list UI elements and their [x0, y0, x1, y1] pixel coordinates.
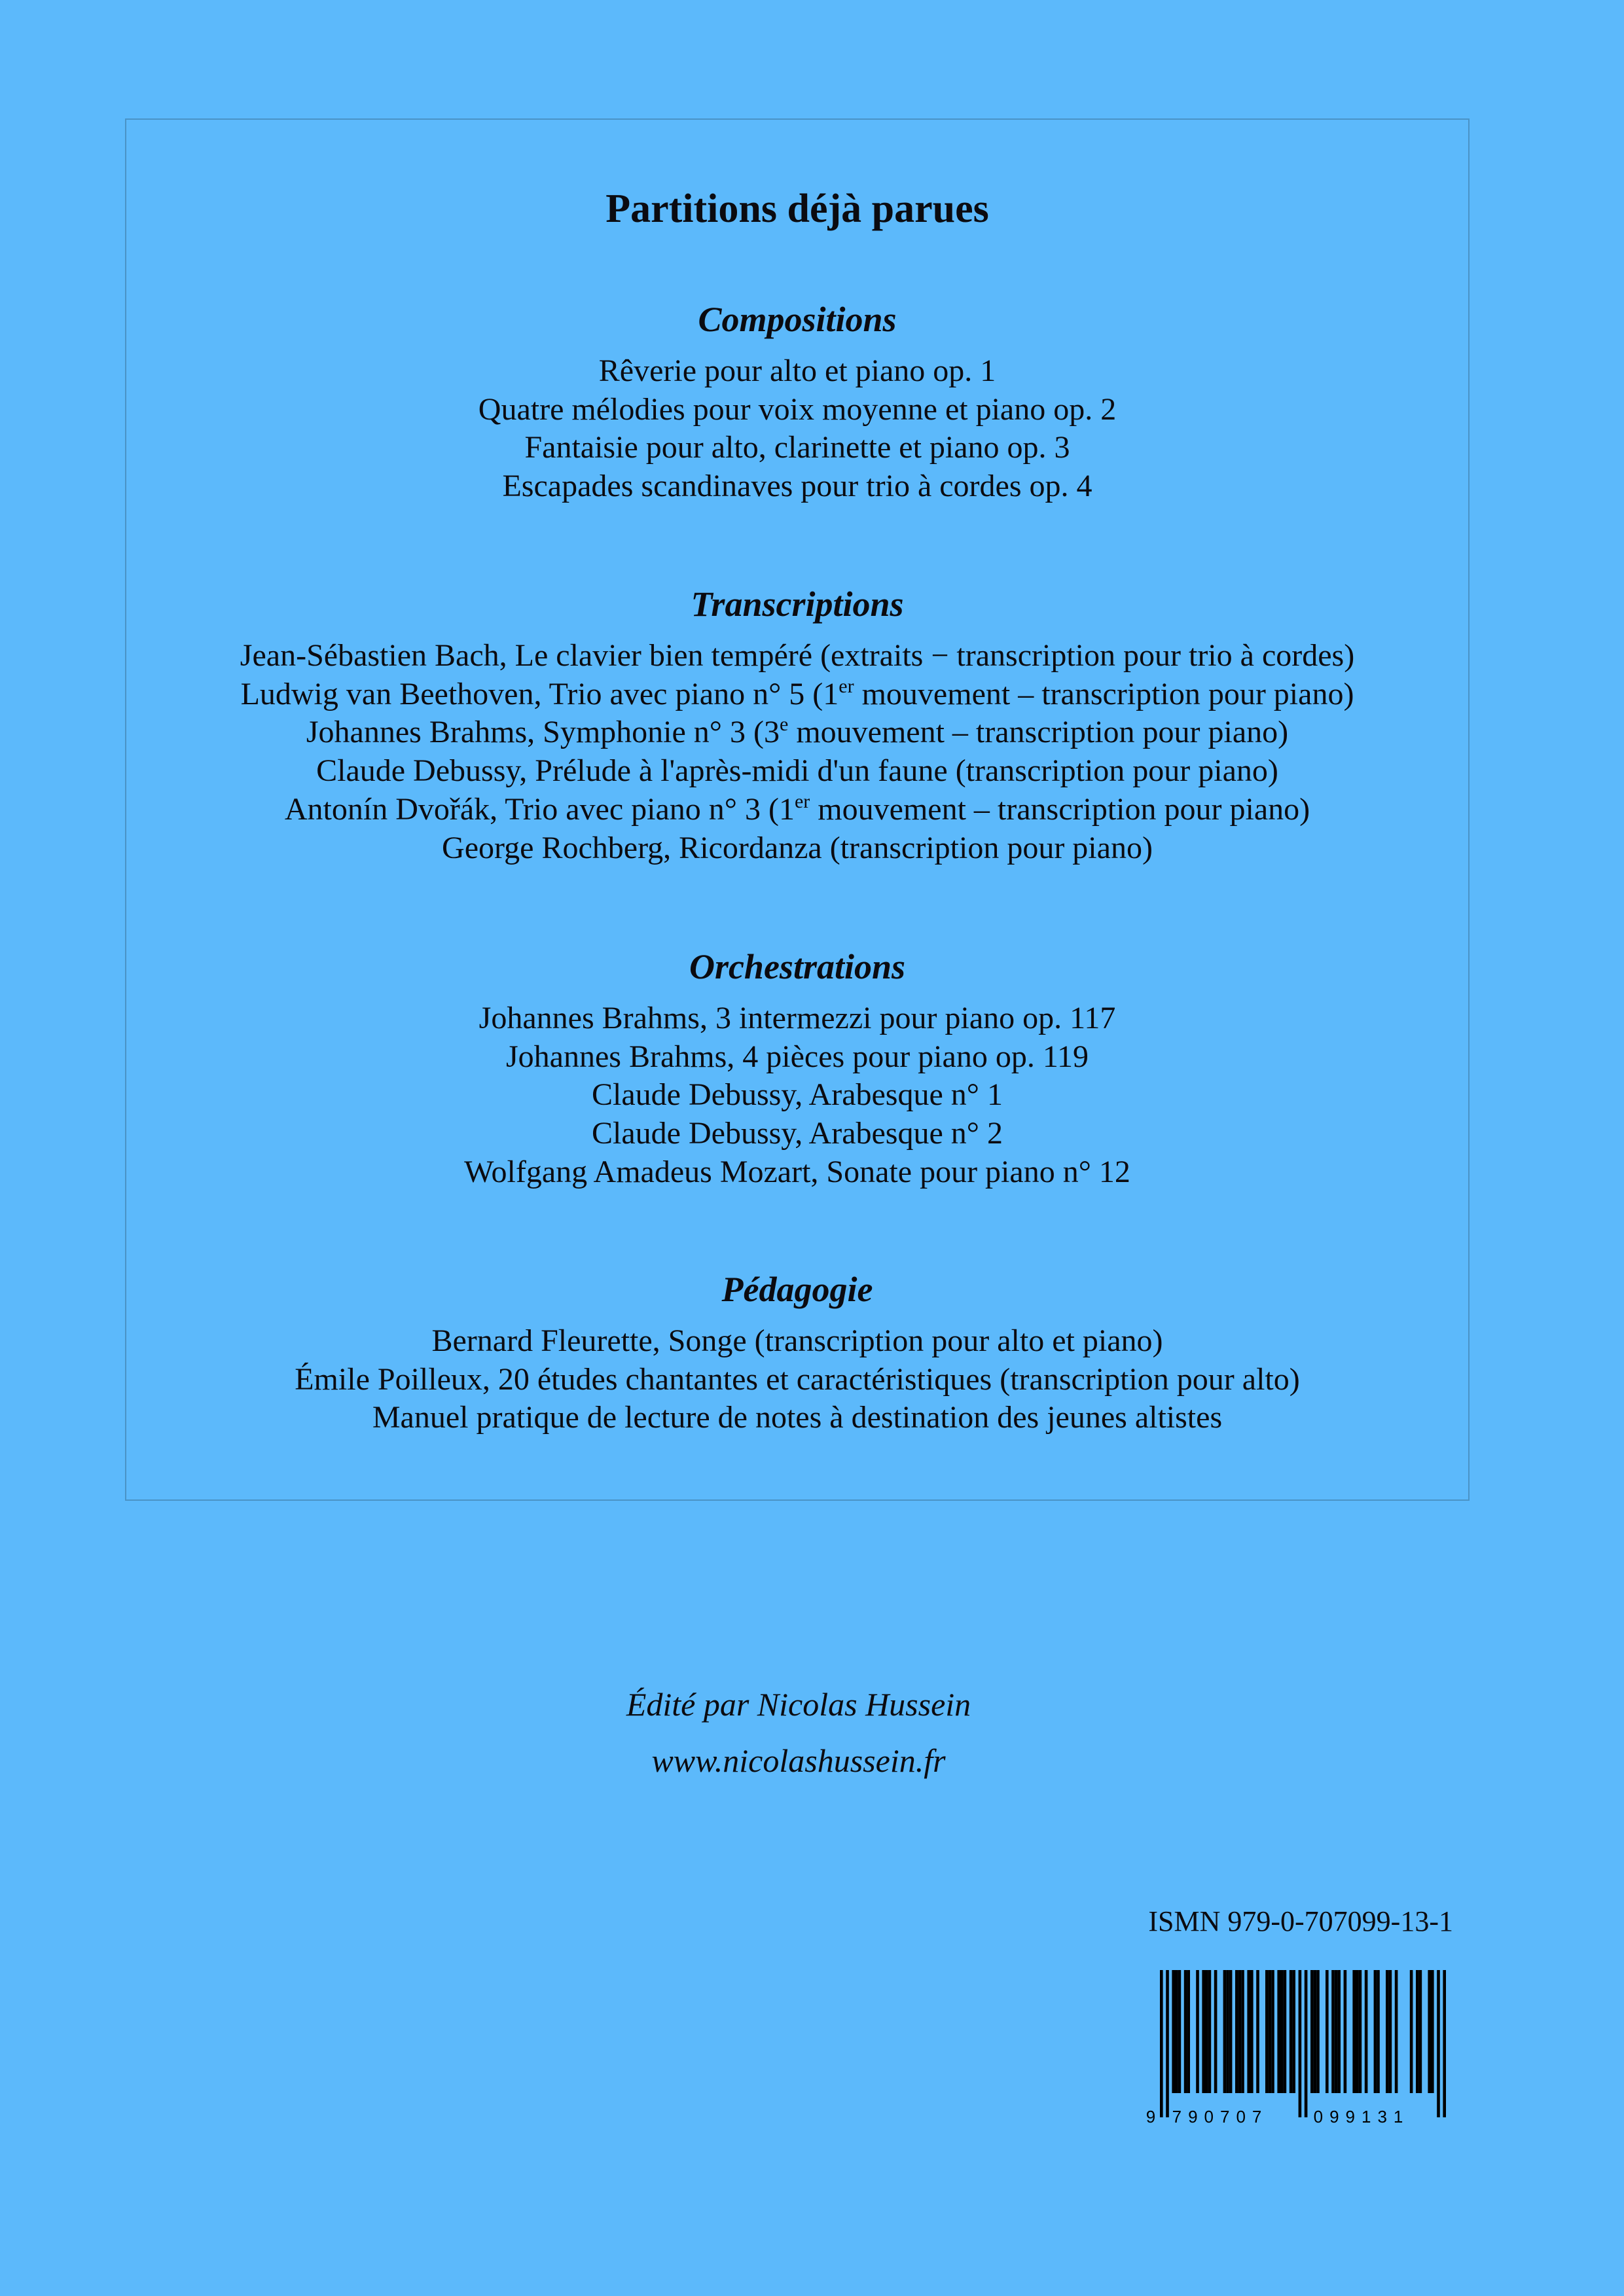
barcode-bar [1395, 1970, 1398, 2093]
barcode-bar [1352, 1970, 1356, 2093]
item-text: mouvement – transcription pour piano) [854, 676, 1354, 711]
list-item: George Rochberg, Ricordanza (transcription pour piano) [442, 830, 1153, 865]
barcode [1139, 1967, 1453, 2127]
score-list [126, 999, 1468, 1192]
section-transcriptions [126, 583, 1468, 867]
item-text: mouvement – transcription pour piano) [810, 791, 1310, 827]
barcode-bar [1269, 1970, 1272, 2093]
barcode-bar [1284, 1970, 1287, 2093]
barcode-bar [1241, 1970, 1244, 2093]
barcode-bar [1202, 1970, 1205, 2093]
list-item: Manuel pratique de lecture de notes à destination des jeunes altistes [372, 1400, 1223, 1435]
ordinal-suffix: er [794, 790, 810, 812]
barcode-bar [1160, 1970, 1163, 2117]
list-item [126, 713, 1468, 752]
section-heading: Transcriptions [691, 584, 904, 624]
barcode-bar [1277, 1970, 1280, 2093]
barcode-bar [1416, 1970, 1419, 2093]
barcode-bar [1238, 1970, 1242, 2093]
barcode-bar [1410, 1970, 1413, 2093]
section-compositions [126, 298, 1468, 506]
barcode-bar [1235, 1970, 1238, 2093]
list-item: Fantaisie pour alto, clarinette et piano op. 3 [524, 430, 1070, 465]
score-list [126, 637, 1468, 867]
barcode-digit-first: 9 [1146, 2107, 1156, 2126]
item-text: Antonín Dvořák, Trio avec piano n° 3 (1 [284, 791, 795, 827]
barcode-bar [1386, 1970, 1389, 2093]
barcode-bar [1431, 1970, 1434, 2093]
barcode-bar [1326, 1970, 1329, 2093]
barcode-bar [1187, 1970, 1190, 2093]
barcode-bar [1229, 1970, 1233, 2093]
barcode-bar [1250, 1970, 1254, 2093]
list-item [126, 675, 1468, 714]
ismn-block [1139, 1901, 1453, 1942]
barcode-bar [1428, 1970, 1431, 2093]
barcode-bar [1305, 1970, 1308, 2117]
barcode-bar [1166, 1970, 1169, 2117]
barcode-bar [1271, 1970, 1274, 2093]
barcode-bar [1344, 1970, 1347, 2093]
section-heading: Pédagogie [721, 1270, 873, 1309]
score-list [126, 1322, 1468, 1437]
section-heading: Orchestrations [689, 947, 906, 986]
barcode-bar [1265, 1970, 1269, 2093]
list-item: Claude Debussy, Arabesque n° 1 [592, 1077, 1003, 1113]
barcode-bar [1314, 1970, 1317, 2093]
barcode-bar [1331, 1970, 1335, 2093]
barcode-bar [1226, 1970, 1229, 2093]
ordinal-suffix: er [839, 675, 854, 697]
list-item: Johannes Brahms, 3 intermezzi pour piano op. 117 [478, 1001, 1116, 1035]
barcode-bar [1419, 1970, 1422, 2093]
barcode-graphic [1139, 1967, 1453, 2127]
catalog-frame [125, 118, 1470, 1501]
list-item: Émile Poilleux, 20 études chantantes et caractéristiques (transcription pour alto) [295, 1361, 1300, 1397]
page-title: Partitions déjà parues [605, 187, 989, 231]
barcode-bar [1335, 1970, 1338, 2093]
barcode-bar [1310, 1970, 1314, 2093]
barcode-bar [1290, 1970, 1293, 2093]
barcode-bar [1175, 1970, 1178, 2093]
score-list [126, 352, 1468, 506]
list-item: Bernard Fleurette, Songe (transcription pour alto et piano) [431, 1323, 1163, 1358]
ordinal-suffix: e [779, 713, 789, 736]
barcode-bar [1184, 1970, 1187, 2093]
barcode-digits-left: 790707 [1172, 2107, 1269, 2126]
barcode-bar [1205, 1970, 1208, 2093]
barcode-bar [1316, 1970, 1320, 2093]
list-item: Escapades scandinaves pour trio à cordes op. 4 [502, 469, 1092, 504]
item-text: Johannes Brahms, Symphonie n° 3 (3 [306, 715, 780, 750]
section-pedagogie [126, 1268, 1468, 1437]
list-item: Claude Debussy, Prélude à l'après-midi d'un faune (transcription pour piano) [316, 753, 1278, 789]
barcode-bar [1365, 1970, 1368, 2093]
barcode-bar [1247, 1970, 1250, 2093]
barcode-bar [1256, 1970, 1259, 2093]
section-orchestrations [126, 946, 1468, 1192]
barcode-bar [1374, 1970, 1377, 2093]
barcode-bar [1389, 1970, 1392, 2093]
barcode-bar [1214, 1970, 1218, 2093]
section-heading: Compositions [698, 300, 897, 339]
barcode-bar [1356, 1970, 1359, 2093]
publisher-line: Édité par Nicolas Hussein [626, 1686, 971, 1723]
list-item [126, 791, 1468, 829]
barcode-bar [1292, 1970, 1295, 2093]
barcode-bar [1337, 1970, 1341, 2093]
barcode-bar [1359, 1970, 1362, 2093]
barcode-bar [1196, 1970, 1199, 2093]
barcode-bar [1443, 1970, 1446, 2117]
list-item: Wolfgang Amadeus Mozart, Sonate pour piano n° 12 [464, 1154, 1130, 1189]
barcode-bars [1160, 1970, 1446, 2117]
barcode-bar [1437, 1970, 1440, 2117]
barcode-bar [1280, 1970, 1284, 2093]
barcode-bar [1172, 1970, 1175, 2093]
list-item: Rêverie pour alto et piano op. 1 [598, 353, 996, 388]
barcode-bar [1178, 1970, 1182, 2093]
barcode-bar [1223, 1970, 1227, 2093]
list-item: Johannes Brahms, 4 pièces pour piano op. 119 [505, 1039, 1089, 1074]
website-link[interactable]: www.nicolashussein.fr [651, 1742, 946, 1779]
barcode-bar [1208, 1970, 1212, 2093]
barcode-bar [1377, 1970, 1380, 2093]
barcode-digits-right: 099131 [1313, 2107, 1410, 2126]
item-text: mouvement – transcription pour piano) [788, 715, 1289, 750]
list-item: Quatre mélodies pour voix moyenne et piano op. 2 [478, 391, 1117, 427]
list-item: Jean-Sébastien Bach, Le clavier bien tempéré (extraits − transcription pour trio à cordes) [240, 638, 1355, 673]
list-item: Claude Debussy, Arabesque n° 2 [592, 1116, 1003, 1151]
barcode-bar [1299, 1970, 1302, 2117]
ismn-number: ISMN 979-0-707099-13-1 [1148, 1905, 1453, 1937]
item-text: Ludwig van Beethoven, Trio avec piano n° 5 (1 [240, 676, 839, 711]
